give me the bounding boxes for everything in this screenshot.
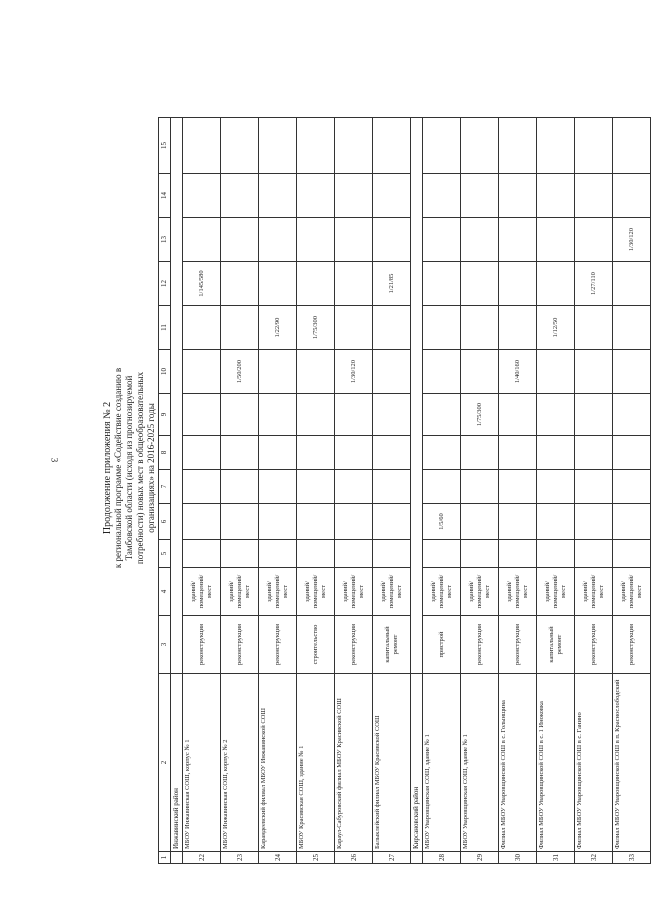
year-cell [461,470,499,504]
year-cell [297,174,335,218]
year-cell [221,306,259,350]
work-type: реконструкция [335,616,373,674]
year-cell [259,470,297,504]
year-cell [423,350,461,394]
year-cell [537,504,575,540]
row-number: 22 [183,852,221,864]
year-cell [335,540,373,568]
year-cell [183,118,221,174]
year-cell [499,436,537,470]
column-number: 10 [159,350,171,394]
institution-name: Караул-Сабуровский филиал МБОУ Красивской СОШ [335,674,373,852]
column-number: 12 [159,262,171,306]
year-cell [423,394,461,436]
column-number: 13 [159,218,171,262]
heading-line-5: организациях» на 2016-2025 годы [146,403,156,533]
year-cell [183,504,221,540]
year-cell [335,394,373,436]
year-cell [297,470,335,504]
table-row [575,118,613,864]
year-cell [461,118,499,174]
year-cell [499,306,537,350]
column-number: 11 [159,306,171,350]
work-type: реконструкция [499,616,537,674]
year-cell [183,394,221,436]
row-number: 27 [373,852,411,864]
year-cell [613,394,651,436]
unit-label: зданий/ помещений/ мест [259,568,297,616]
program-table [158,117,651,864]
section-row [171,118,183,864]
row-number: 23 [221,852,259,864]
year-cell: 1/75/300 [297,306,335,350]
heading-line-3: Тамбовской области (исходя из прогнозируемой [124,375,134,561]
row-number: 31 [537,852,575,864]
year-cell [297,350,335,394]
year-cell [335,470,373,504]
year-cell: 1/5/60 [423,504,461,540]
year-cell [537,540,575,568]
year-cell [335,262,373,306]
section-row [411,118,423,864]
table-row [373,118,411,864]
page-number: 3 [49,457,60,463]
year-cell [575,174,613,218]
year-cell [221,470,259,504]
year-cell: 1/145/580 [183,262,221,306]
year-cell [537,174,575,218]
table-row [461,118,499,864]
year-cell [537,262,575,306]
year-cell [335,504,373,540]
year-cell: 1/75/300 [461,394,499,436]
year-cell [423,540,461,568]
year-cell [461,174,499,218]
institution-name: МБОУ Уваровщинская СОШ, здание № 1 [423,674,461,852]
year-cell [183,174,221,218]
year-cell [575,218,613,262]
table-row [183,118,221,864]
work-type: реконструкция [613,616,651,674]
work-type: капитальный ремонт [537,616,575,674]
year-cell [373,118,411,174]
year-cell [259,394,297,436]
table-row [335,118,373,864]
year-cell [373,394,411,436]
year-cell [537,118,575,174]
year-cell [575,394,613,436]
column-number: 9 [159,394,171,436]
row-number: 29 [461,852,499,864]
year-cell [183,540,221,568]
column-number-row [159,118,171,864]
unit-label: зданий/ помещений/ мест [613,568,651,616]
year-cell [221,174,259,218]
year-cell [461,436,499,470]
year-cell [373,504,411,540]
institution-name: МБОУ Инжавинская СОШ, корпус № 2 [221,674,259,852]
column-number: 8 [159,436,171,470]
year-cell [537,218,575,262]
section-spacer-cell [171,852,183,864]
year-cell [183,436,221,470]
year-cell [297,540,335,568]
year-cell [423,436,461,470]
year-cell [423,470,461,504]
year-cell [499,394,537,436]
unit-label: зданий/ помещений/ мест [499,568,537,616]
year-cell [373,174,411,218]
year-cell [613,540,651,568]
year-cell [575,504,613,540]
year-cell [461,504,499,540]
column-number: 14 [159,174,171,218]
section-title: Инжавинский район [171,674,183,852]
row-number: 32 [575,852,613,864]
year-cell [221,436,259,470]
year-cell [221,118,259,174]
year-cell [461,540,499,568]
table-row [613,118,651,864]
institution-name: МБОУ Инжавинская СОШ, корпус № 1 [183,674,221,852]
year-cell [499,118,537,174]
work-type: капитальный ремонт [373,616,411,674]
work-type: реконструкция [461,616,499,674]
unit-label: зданий/ помещений/ мест [183,568,221,616]
column-number: 15 [159,118,171,174]
year-cell [297,118,335,174]
table-row [537,118,575,864]
year-cell [221,218,259,262]
institution-name: МБОУ Красивская СОШ, здание № 1 [297,674,335,852]
year-cell [259,118,297,174]
unit-label: зданий/ помещений/ мест [373,568,411,616]
institution-name: Филиал МБОУ Уваровщинской СОШ в п. Краснослободский [613,674,651,852]
year-cell [297,394,335,436]
year-cell [423,262,461,306]
row-number: 25 [297,852,335,864]
year-cell [613,174,651,218]
row-number: 28 [423,852,461,864]
year-cell [221,262,259,306]
year-cell [259,540,297,568]
year-cell [575,470,613,504]
section-empty-cell [411,118,423,674]
institution-name: МБОУ Уваровщинская СОШ, здание № 1 [461,674,499,852]
work-type: реконструкция [183,616,221,674]
year-cell [335,306,373,350]
year-cell [613,306,651,350]
year-cell [259,350,297,394]
year-cell [259,262,297,306]
table-body [171,118,651,864]
year-cell: 1/12/50 [537,306,575,350]
row-number: 33 [613,852,651,864]
rotated-page-content [102,68,643,868]
year-cell [575,118,613,174]
unit-label: зданий/ помещений/ мест [461,568,499,616]
year-cell [423,306,461,350]
unit-label: зданий/ помещений/ мест [297,568,335,616]
year-cell [423,218,461,262]
unit-label: зданий/ помещений/ мест [575,568,613,616]
heading-line-1: Продолжение приложения № 2 [102,401,113,535]
year-cell [335,174,373,218]
year-cell [613,470,651,504]
year-cell [613,262,651,306]
year-cell [499,174,537,218]
year-cell [373,218,411,262]
year-cell [499,504,537,540]
column-number: 3 [159,616,171,674]
year-cell [183,350,221,394]
column-number: 1 [159,852,171,864]
year-cell: 1/50/200 [221,350,259,394]
work-type: пристрой [423,616,461,674]
year-cell [297,262,335,306]
year-cell [183,218,221,262]
year-cell [183,470,221,504]
year-cell [259,218,297,262]
column-number: 5 [159,540,171,568]
work-type: реконструкция [575,616,613,674]
table-row [221,118,259,864]
year-cell [575,350,613,394]
year-cell [613,504,651,540]
year-cell [499,540,537,568]
year-cell [335,118,373,174]
year-cell [423,118,461,174]
section-title: Кирсановский район [411,674,423,852]
work-type: реконструкция [221,616,259,674]
year-cell [537,394,575,436]
column-number: 7 [159,470,171,504]
row-number: 26 [335,852,373,864]
year-cell: 1/30/120 [335,350,373,394]
year-cell [613,436,651,470]
year-cell [373,540,411,568]
year-cell [575,436,613,470]
section-empty-cell [171,118,183,674]
work-type: реконструкция [259,616,297,674]
year-cell [221,540,259,568]
year-cell [335,436,373,470]
year-cell [259,504,297,540]
year-cell [221,394,259,436]
year-cell [499,262,537,306]
institution-name: Филиал МБОУ Уваровщинской СОШ в с. Голынщина [499,674,537,852]
institution-name: Балыклейский филиал МБОУ Красивской СОШ [373,674,411,852]
unit-label: зданий/ помещений/ мест [221,568,259,616]
year-cell [461,218,499,262]
section-spacer-cell [411,852,423,864]
year-cell [575,306,613,350]
document-heading [102,68,156,868]
column-number: 4 [159,568,171,616]
year-cell [259,174,297,218]
year-cell [373,350,411,394]
table-row [259,118,297,864]
year-cell [461,306,499,350]
year-cell [537,470,575,504]
year-cell [297,218,335,262]
unit-label: зданий/ помещений/ мест [423,568,461,616]
institution-name: Филиал МБОУ Уваровщинской СОШ в с. 1 Иноковка [537,674,575,852]
year-cell [537,436,575,470]
year-cell [335,218,373,262]
year-cell [499,470,537,504]
table-row [499,118,537,864]
table-row [423,118,461,864]
year-cell [297,436,335,470]
year-cell [297,504,335,540]
row-number: 30 [499,852,537,864]
heading-line-4: потребности) новых мест в общеобразовательных [135,371,145,565]
year-cell [373,470,411,504]
year-cell [259,436,297,470]
year-cell [613,350,651,394]
year-cell: 1/21/85 [373,262,411,306]
table-row [297,118,335,864]
year-cell [423,174,461,218]
year-cell: 1/40/160 [499,350,537,394]
row-number: 24 [259,852,297,864]
institution-name: Филиал МБОУ Уваровщинской СОШ в с. Ганино [575,674,613,852]
year-cell [461,262,499,306]
year-cell [221,504,259,540]
year-cell [373,306,411,350]
year-cell [461,350,499,394]
year-cell: 1/27/110 [575,262,613,306]
heading-line-2: к региональной программе «Содействие созданию в [113,367,123,569]
year-cell [575,540,613,568]
year-cell [373,436,411,470]
year-cell: 1/30/120 [613,218,651,262]
work-type: строительство [297,616,335,674]
year-cell [499,218,537,262]
year-cell: 1/22/90 [259,306,297,350]
year-cell [183,306,221,350]
column-number: 2 [159,674,171,852]
unit-label: зданий/ помещений/ мест [537,568,575,616]
institution-name: Карандеевский филиал МБОУ Инжавинской СОШ [259,674,297,852]
unit-label: зданий/ помещений/ мест [335,568,373,616]
column-number: 6 [159,504,171,540]
year-cell [613,118,651,174]
year-cell [537,350,575,394]
